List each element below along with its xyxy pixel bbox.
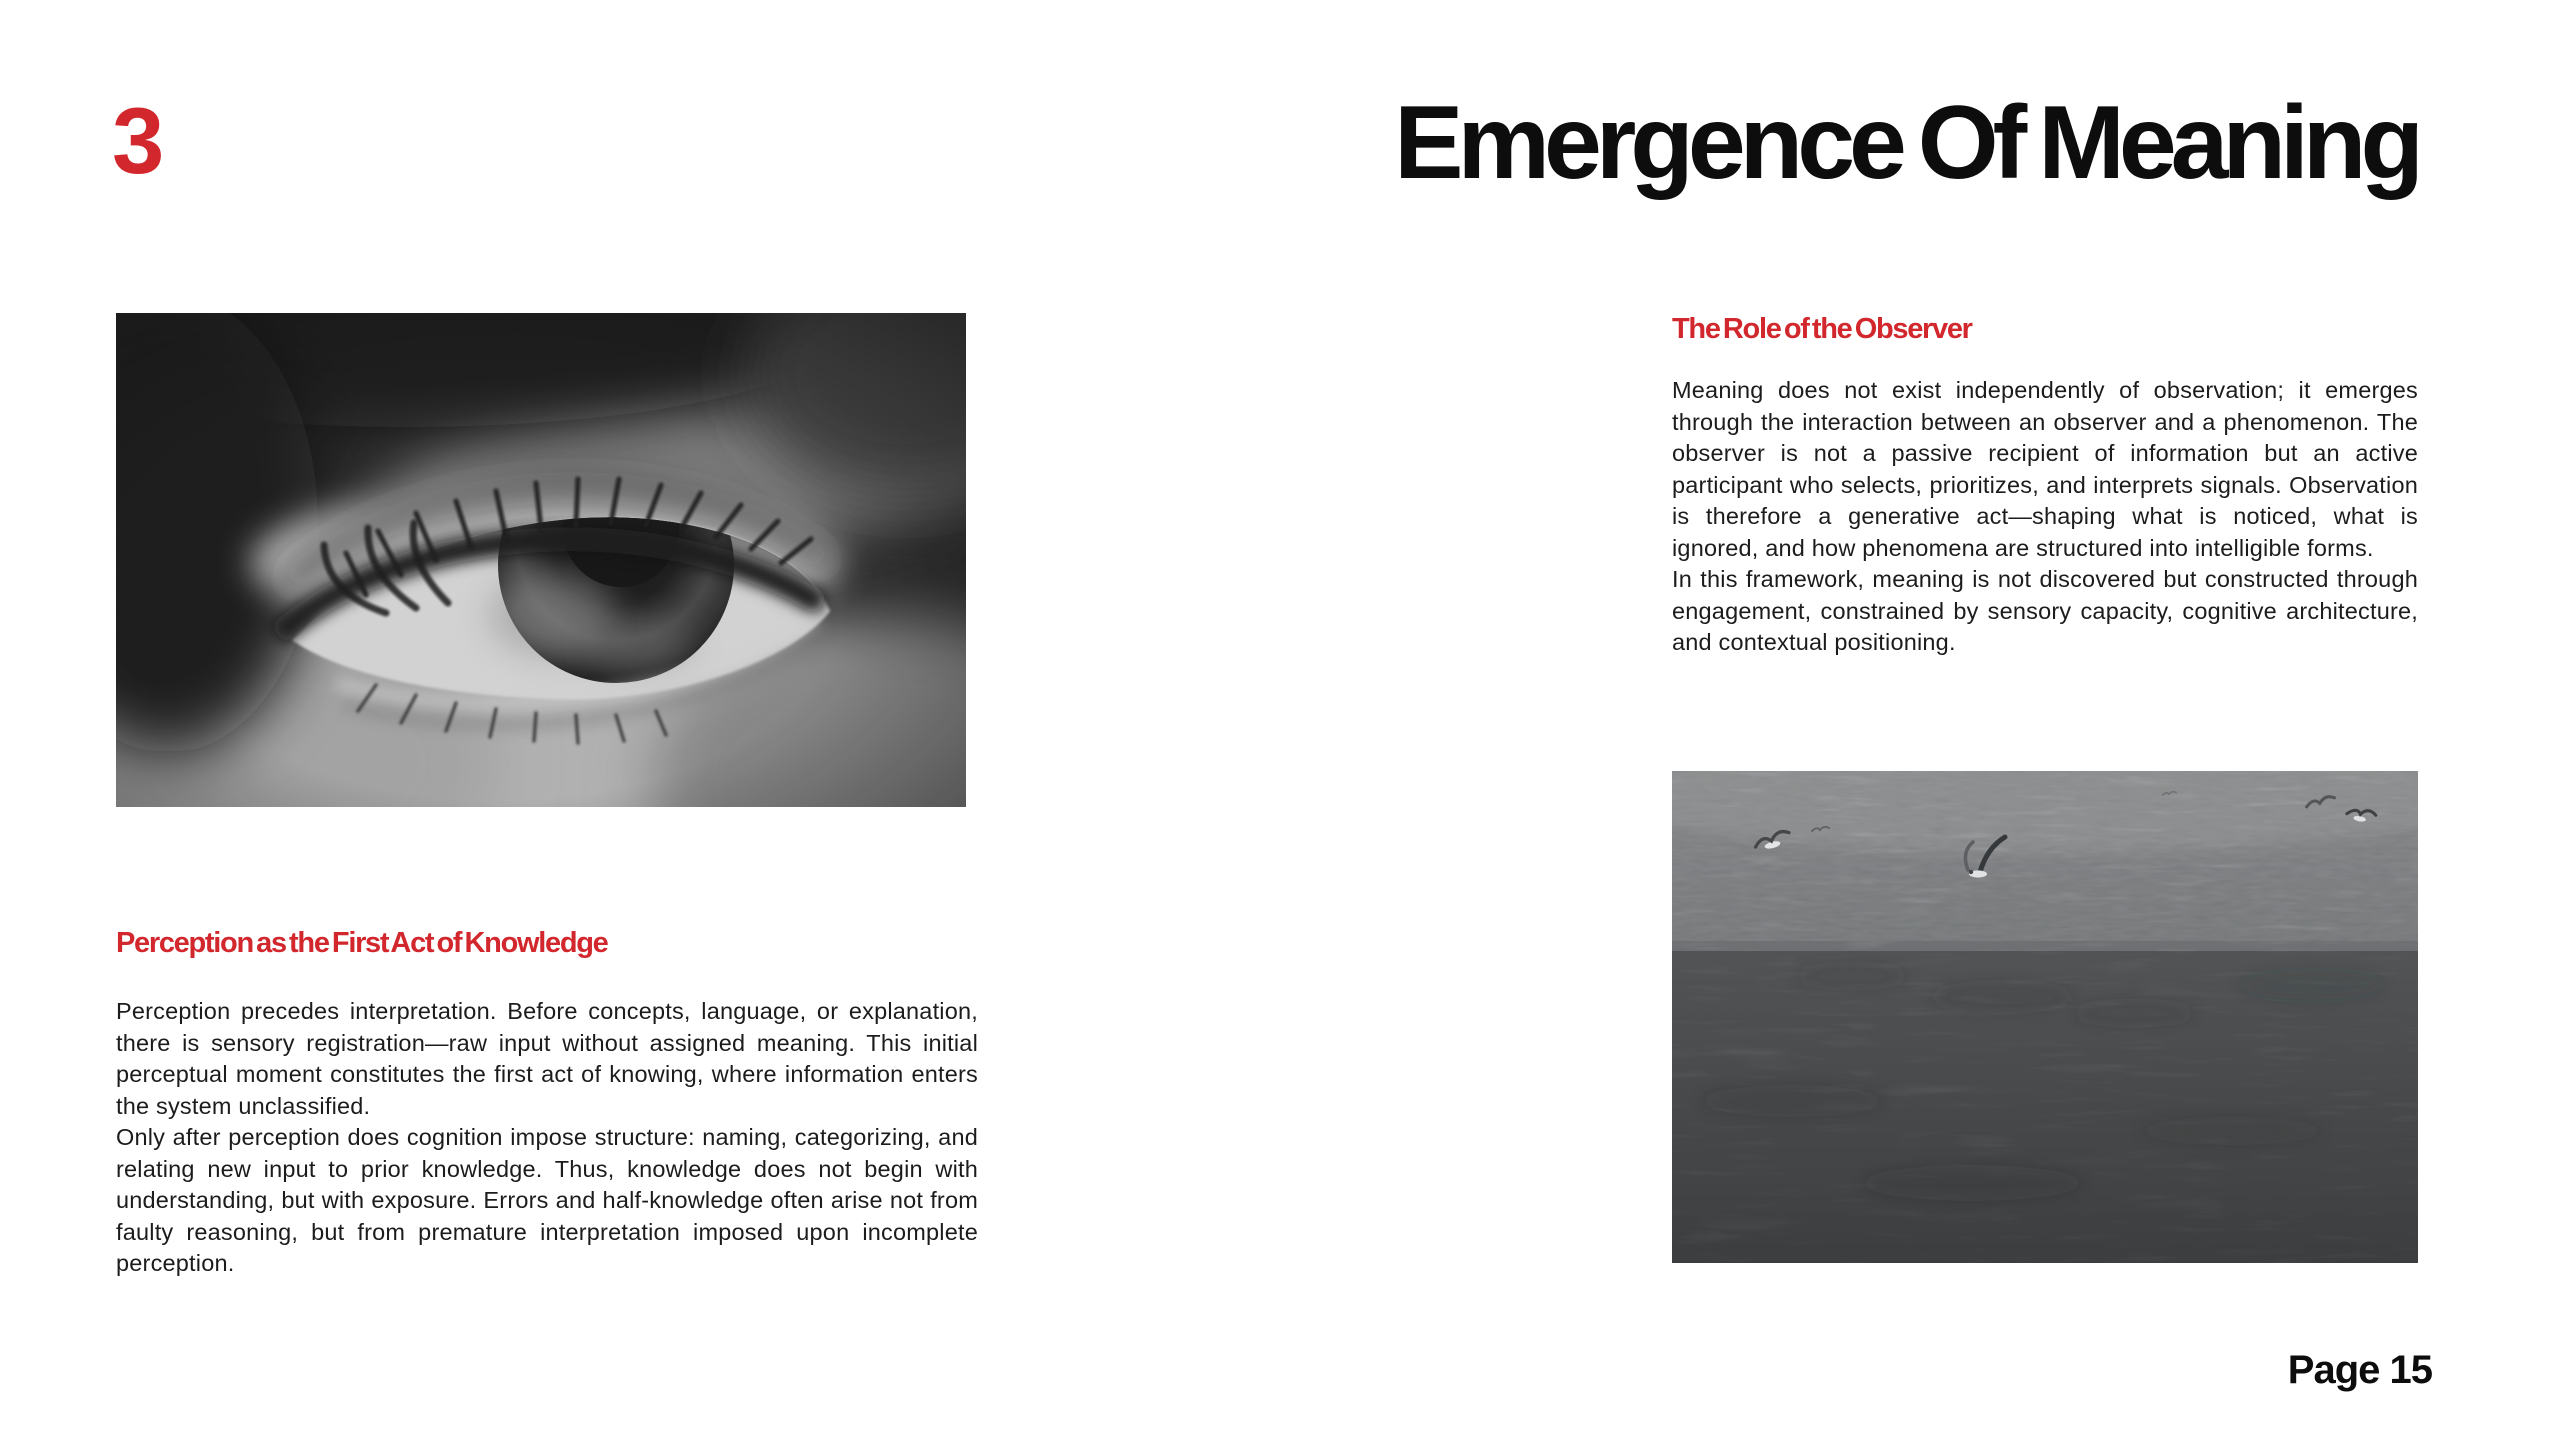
right-body-text <box>1672 375 2418 659</box>
sea-photo <box>1672 771 2418 1263</box>
right-section-heading: The Role of the Observer <box>1672 313 1972 345</box>
left-paragraph-1: Perception precedes interpretation. Before concepts, language, or explanation, there is sensory registration—raw input without assigned meaning. This initial perceptual moment constitutes the first act of knowing, where information enters the system unclassified. <box>116 998 978 1119</box>
left-paragraph-2: Only after perception does cognition impose structure: naming, categorizing, and relating new input to prior knowledge. Thus, knowledge does not begin with understanding, but with exposure. Errors and half-knowledge often arise not from faulty reasoning, but from premature interpretation imposed upon incomplete perception. <box>116 1124 978 1276</box>
chapter-number: 3 <box>112 88 163 193</box>
page-number: Page 15 <box>2287 1348 2432 1392</box>
left-body-text <box>116 996 978 1280</box>
eye-photo-image <box>116 313 966 807</box>
sea-photo-image <box>1672 771 2418 1263</box>
left-section-heading: Perception as the First Act of Knowledge <box>116 927 608 959</box>
right-paragraph-1: Meaning does not exist independently of observation; it emerges through the interaction between an observer and a phenomenon. The observer is not a passive recipient of information but an active participant who selects, prioritizes, and interprets signals. Observation is therefore a generative act—shaping what is noticed, what is ignored, and how phenomena are structured into intelligible forms. <box>1672 377 2418 561</box>
page-title: Emergence Of Meaning <box>1394 85 2418 201</box>
right-paragraph-2: In this framework, meaning is not discovered but constructed through engagement, constrained by sensory capacity, cognitive architecture, and contextual positioning. <box>1672 566 2418 655</box>
eye-photo <box>116 313 966 807</box>
